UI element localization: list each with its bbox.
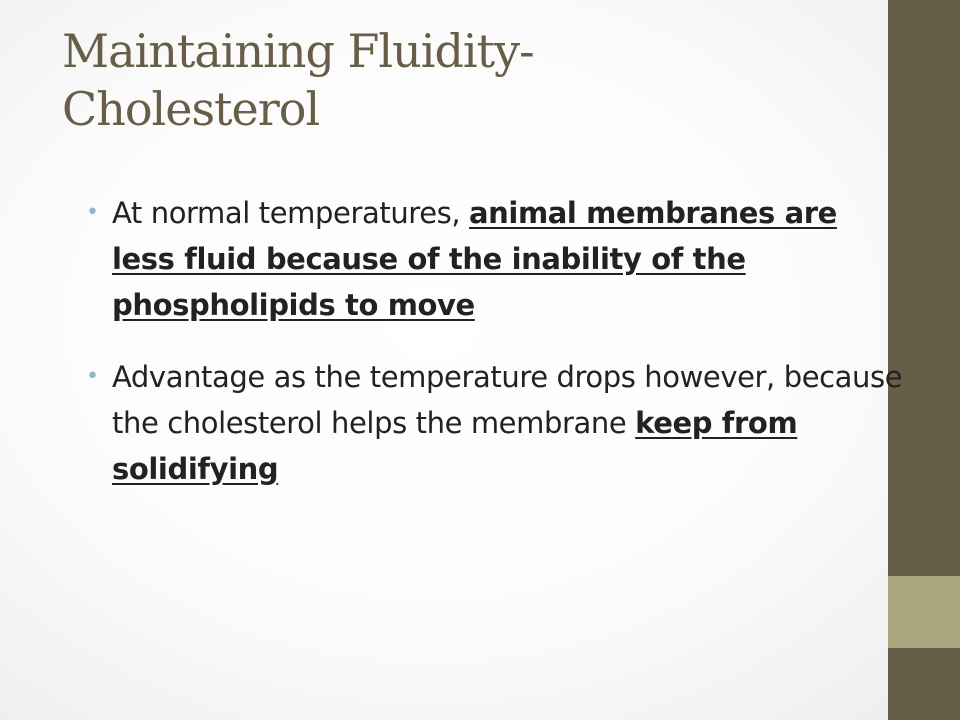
bullet-2-text: Advantage as the temperature drops however, because the cholesterol helps the membrane (112, 360, 903, 440)
bullet-dot-icon: • (86, 364, 99, 389)
bullet-item-1 (86, 190, 906, 328)
bullet-dot-icon: • (86, 200, 99, 225)
side-band-accent (888, 576, 960, 648)
slide-title (62, 22, 822, 138)
slide-title-line-1: Maintaining Fluidity- (62, 24, 534, 78)
bullet-list (86, 190, 906, 518)
bullet-2-emphasis: keep from solidifying (112, 406, 798, 486)
bullet-item-2 (86, 354, 906, 492)
bullet-1-emphasis: animal membranes are less fluid because of the inability of the phospholipids to move (112, 196, 837, 322)
bullet-1-text: At normal temperatures, (112, 196, 469, 230)
slide-title-line-2: Cholesterol (62, 82, 320, 136)
